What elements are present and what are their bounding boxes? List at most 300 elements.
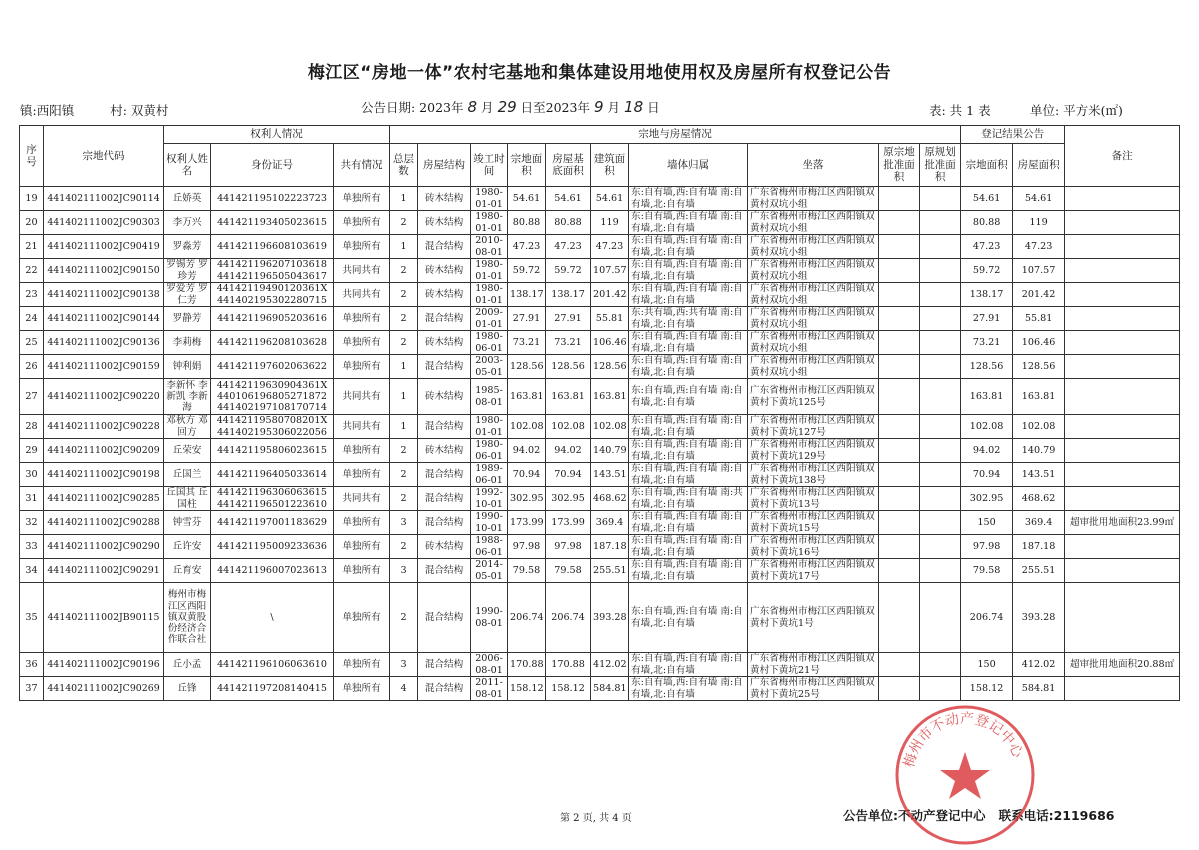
- cell-reg-house: 102.08: [1013, 415, 1065, 439]
- cell-share: 单独所有: [334, 355, 390, 379]
- table-row: [20, 259, 1180, 283]
- town-info: [20, 101, 168, 119]
- cell-code: 441402111002JC90269: [44, 677, 164, 701]
- cell-code: 441402111002JC90419: [44, 235, 164, 259]
- header-seq: 序号: [20, 126, 44, 187]
- table-row: [20, 283, 1180, 307]
- cell-orig-plan: [920, 415, 961, 439]
- cell-land-area: 47.23: [508, 235, 546, 259]
- cell-share: 单独所有: [334, 235, 390, 259]
- cell-completed: 1980-01-01: [471, 415, 508, 439]
- cell-code: 441402111002JC90288: [44, 511, 164, 535]
- cell-reg-house: 187.18: [1013, 535, 1065, 559]
- cell-reg-land: 163.81: [961, 379, 1013, 415]
- cell-share: 单独所有: [334, 677, 390, 701]
- cell-floors: 2: [390, 583, 418, 653]
- cell-structure: 混合结构: [418, 463, 471, 487]
- cell-reg-land: 150: [961, 653, 1013, 677]
- cell-structure: 混合结构: [418, 307, 471, 331]
- cell-land-area: 73.21: [508, 331, 546, 355]
- cell-seq: 34: [20, 559, 44, 583]
- cell-name: 丘育安: [164, 559, 211, 583]
- cell-base-area: 163.81: [546, 379, 591, 415]
- cell-seq: 37: [20, 677, 44, 701]
- cell-remark: [1065, 559, 1180, 583]
- date-day-start: 29: [497, 98, 517, 116]
- cell-wall: 东:自有墙,西:自有墙 南:自有墙,北:自有墙: [629, 583, 748, 653]
- cell-name: 罗锡芳 罗珍芳: [164, 259, 211, 283]
- cell-structure: 混合结构: [418, 559, 471, 583]
- cell-id: 441421195009233636: [211, 535, 334, 559]
- cell-seq: 32: [20, 511, 44, 535]
- cell-reg-land: 158.12: [961, 677, 1013, 701]
- cell-orig-plan: [920, 379, 961, 415]
- cell-structure: 砖木结构: [418, 331, 471, 355]
- date-month-start: 8: [467, 98, 478, 116]
- cell-share: 单独所有: [334, 211, 390, 235]
- cell-seq: 27: [20, 379, 44, 415]
- cell-reg-house: 393.28: [1013, 583, 1065, 653]
- header-orig-plan: 原规划批准面积: [920, 144, 961, 187]
- cell-seq: 29: [20, 439, 44, 463]
- cell-base-area: 59.72: [546, 259, 591, 283]
- cell-name: 邓秋方 邓回方: [164, 415, 211, 439]
- cell-completed: 1990-08-01: [471, 583, 508, 653]
- cell-code: 441402111002JC90159: [44, 355, 164, 379]
- cell-reg-land: 97.98: [961, 535, 1013, 559]
- cell-orig-approved: [879, 677, 920, 701]
- cell-orig-plan: [920, 187, 961, 211]
- cell-location: 广东省梅州市梅江区西阳镇双黄村下黄坑125号: [748, 379, 879, 415]
- cell-base-area: 138.17: [546, 283, 591, 307]
- cell-reg-house: 107.57: [1013, 259, 1065, 283]
- cell-remark: [1065, 535, 1180, 559]
- cell-id: 44142119630904361X 440106196805271872 441402197108170714: [211, 379, 334, 415]
- cell-reg-house: 47.23: [1013, 235, 1065, 259]
- cell-remark: [1065, 583, 1180, 653]
- cell-reg-house: 369.4: [1013, 511, 1065, 535]
- cell-reg-land: 94.02: [961, 439, 1013, 463]
- cell-orig-plan: [920, 653, 961, 677]
- cell-seq: 35: [20, 583, 44, 653]
- cell-id: 441421195806023615: [211, 439, 334, 463]
- cell-structure: 砖木结构: [418, 379, 471, 415]
- cell-remark: 超审批用地面积20.88㎡: [1065, 653, 1180, 677]
- cell-land-area: 206.74: [508, 583, 546, 653]
- cell-remark: [1065, 211, 1180, 235]
- cell-orig-approved: [879, 283, 920, 307]
- cell-orig-approved: [879, 379, 920, 415]
- table-row: [20, 463, 1180, 487]
- cell-code: 441402111002JC90290: [44, 535, 164, 559]
- cell-location: 广东省梅州市梅江区西阳镇双黄村下黄坑25号: [748, 677, 879, 701]
- cell-orig-approved: [879, 355, 920, 379]
- header-code: 宗地代码: [44, 126, 164, 187]
- cell-share: 单独所有: [334, 187, 390, 211]
- cell-orig-approved: [879, 211, 920, 235]
- cell-completed: 1990-10-01: [471, 511, 508, 535]
- table-row: [20, 307, 1180, 331]
- cell-wall: 东:自有墙,西:自有墙 南:自有墙,北:自有墙: [629, 653, 748, 677]
- table-row: [20, 439, 1180, 463]
- cell-orig-approved: [879, 439, 920, 463]
- cell-build-area: 201.42: [591, 283, 629, 307]
- cell-land-area: 163.81: [508, 379, 546, 415]
- cell-structure: 混合结构: [418, 487, 471, 511]
- date-month-unit: 月: [481, 100, 494, 115]
- cell-floors: 2: [390, 439, 418, 463]
- cell-id: 441421197001183629: [211, 511, 334, 535]
- cell-structure: 砖木结构: [418, 187, 471, 211]
- table-row: [20, 653, 1180, 677]
- cell-orig-approved: [879, 415, 920, 439]
- cell-remark: [1065, 415, 1180, 439]
- cell-floors: 3: [390, 559, 418, 583]
- cell-id: 441421196007023613: [211, 559, 334, 583]
- cell-reg-house: 255.51: [1013, 559, 1065, 583]
- registration-table: [19, 125, 1180, 701]
- cell-base-area: 79.58: [546, 559, 591, 583]
- cell-name: 李莉梅: [164, 331, 211, 355]
- header-result-group: 登记结果公告: [961, 126, 1065, 144]
- cell-land-area: 54.61: [508, 187, 546, 211]
- cell-wall: 东:自有墙,西:自有墙 南:自有墙,北:自有墙: [629, 415, 748, 439]
- cell-reg-land: 80.88: [961, 211, 1013, 235]
- cell-build-area: 107.57: [591, 259, 629, 283]
- cell-share: 单独所有: [334, 583, 390, 653]
- cell-location: 广东省梅州市梅江区西阳镇双黄村双坑小组: [748, 331, 879, 355]
- cell-wall: 东:自有墙,西:自有墙 南:共有墙,北:自有墙: [629, 487, 748, 511]
- cell-build-area: 187.18: [591, 535, 629, 559]
- cell-remark: [1065, 187, 1180, 211]
- cell-share: 共同共有: [334, 283, 390, 307]
- cell-share: 单独所有: [334, 559, 390, 583]
- cell-name: 钟利娟: [164, 355, 211, 379]
- cell-completed: 1980-06-01: [471, 331, 508, 355]
- cell-id: 441421196306063615 441421196501223610: [211, 487, 334, 511]
- cell-seq: 20: [20, 211, 44, 235]
- cell-base-area: 70.94: [546, 463, 591, 487]
- header-build-area: 建筑面积: [591, 144, 629, 187]
- cell-reg-land: 128.56: [961, 355, 1013, 379]
- cell-completed: 1980-01-01: [471, 211, 508, 235]
- cell-code: 441402111002JC90198: [44, 463, 164, 487]
- table-row: [20, 677, 1180, 701]
- cell-reg-house: 163.81: [1013, 379, 1065, 415]
- cell-floors: 1: [390, 235, 418, 259]
- cell-id: 44142119580708201X 441402195306022056: [211, 415, 334, 439]
- page-number: 第 2 页, 共 4 页: [560, 813, 632, 824]
- registration-rows: [20, 187, 1180, 701]
- table-row: [20, 379, 1180, 415]
- header-id: 身份证号: [211, 144, 334, 187]
- cell-code: 441402111002JC90150: [44, 259, 164, 283]
- table-row: [20, 511, 1180, 535]
- cell-location: 广东省梅州市梅江区西阳镇双黄村双坑小组: [748, 355, 879, 379]
- cell-share: 共同共有: [334, 379, 390, 415]
- cell-completed: 2003-05-01: [471, 355, 508, 379]
- cell-id: 441421196106063610: [211, 653, 334, 677]
- cell-floors: 2: [390, 487, 418, 511]
- cell-name: 丘国其 丘国柱: [164, 487, 211, 511]
- cell-build-area: 55.81: [591, 307, 629, 331]
- cell-land-area: 173.99: [508, 511, 546, 535]
- table-row: [20, 235, 1180, 259]
- cell-floors: 2: [390, 211, 418, 235]
- cell-remark: [1065, 677, 1180, 701]
- cell-completed: 1992-10-01: [471, 487, 508, 511]
- cell-reg-house: 412.02: [1013, 653, 1065, 677]
- cell-reg-land: 47.23: [961, 235, 1013, 259]
- cell-seq: 21: [20, 235, 44, 259]
- cell-reg-house: 106.46: [1013, 331, 1065, 355]
- cell-orig-approved: [879, 331, 920, 355]
- header-remark: 备注: [1065, 126, 1180, 187]
- cell-location: 广东省梅州市梅江区西阳镇双黄村双坑小组: [748, 211, 879, 235]
- cell-id: 441421197208140415: [211, 677, 334, 701]
- cell-share: 共同共有: [334, 259, 390, 283]
- cell-code: 441402111002JC90114: [44, 187, 164, 211]
- cell-name: 丘荣安: [164, 439, 211, 463]
- date-month-end: 9: [593, 98, 604, 116]
- cell-land-area: 158.12: [508, 677, 546, 701]
- cell-id: 441421196208103628: [211, 331, 334, 355]
- cell-reg-house: 140.79: [1013, 439, 1065, 463]
- cell-wall: 东:自有墙,西:自有墙 南:自有墙,北:自有墙: [629, 439, 748, 463]
- cell-reg-land: 79.58: [961, 559, 1013, 583]
- header-reg-land: 宗地面积: [961, 144, 1013, 187]
- cell-location: 广东省梅州市梅江区西阳镇双黄村双坑小组: [748, 283, 879, 307]
- cell-code: 441402111002JC90144: [44, 307, 164, 331]
- cell-base-area: 47.23: [546, 235, 591, 259]
- cell-completed: 1980-01-01: [471, 259, 508, 283]
- cell-wall: 东:自有墙,西:自有墙 南:自有墙,北:自有墙: [629, 187, 748, 211]
- cell-reg-land: 73.21: [961, 331, 1013, 355]
- cell-build-area: 584.81: [591, 677, 629, 701]
- page-title: 梅江区“房地一体”农村宅基地和集体建设用地使用权及房屋所有权登记公告: [307, 63, 892, 83]
- cell-build-area: 163.81: [591, 379, 629, 415]
- cell-id: 441421197602063622: [211, 355, 334, 379]
- cell-name: 钟雪芬: [164, 511, 211, 535]
- cell-base-area: 54.61: [546, 187, 591, 211]
- cell-location: 广东省梅州市梅江区西阳镇双黄村下黄坑127号: [748, 415, 879, 439]
- cell-remark: [1065, 379, 1180, 415]
- cell-orig-plan: [920, 487, 961, 511]
- cell-build-area: 369.4: [591, 511, 629, 535]
- cell-base-area: 27.91: [546, 307, 591, 331]
- cell-floors: 4: [390, 677, 418, 701]
- cell-orig-approved: [879, 307, 920, 331]
- cell-remark: [1065, 331, 1180, 355]
- cell-location: 广东省梅州市梅江区西阳镇双黄村下黄坑138号: [748, 463, 879, 487]
- cell-floors: 1: [390, 415, 418, 439]
- cell-location: 广东省梅州市梅江区西阳镇双黄村下黄坑15号: [748, 511, 879, 535]
- table-row: [20, 331, 1180, 355]
- cell-build-area: 255.51: [591, 559, 629, 583]
- cell-wall: 东:自有墙,西:自有墙 南:自有墙,北:自有墙: [629, 463, 748, 487]
- cell-reg-land: 206.74: [961, 583, 1013, 653]
- town-label: 镇:: [20, 103, 37, 118]
- cell-seq: 24: [20, 307, 44, 331]
- cell-id: 441421196405033614: [211, 463, 334, 487]
- cell-base-area: 128.56: [546, 355, 591, 379]
- cell-id: 441421193405023615: [211, 211, 334, 235]
- cell-location: 广东省梅州市梅江区西阳镇双黄村下黄坑17号: [748, 559, 879, 583]
- cell-share: 共同共有: [334, 415, 390, 439]
- cell-floors: 1: [390, 355, 418, 379]
- cell-structure: 混合结构: [418, 415, 471, 439]
- cell-id: \: [211, 583, 334, 653]
- cell-build-area: 119: [591, 211, 629, 235]
- cell-orig-approved: [879, 653, 920, 677]
- date-middle: 日至2023年: [520, 100, 590, 115]
- cell-reg-land: 302.95: [961, 487, 1013, 511]
- cell-remark: [1065, 307, 1180, 331]
- town-name: 西阳镇: [36, 103, 75, 118]
- cell-floors: 3: [390, 511, 418, 535]
- table-row: [20, 211, 1180, 235]
- cell-wall: 东:自有墙,西:自有墙 南:自有墙,北:自有墙: [629, 235, 748, 259]
- cell-completed: 1980-01-01: [471, 283, 508, 307]
- cell-name: 罗静芳: [164, 307, 211, 331]
- cell-wall: 东:自有墙,西:自有墙 南:自有墙,北:自有墙: [629, 511, 748, 535]
- header-land-group: 宗地与房屋情况: [390, 126, 961, 144]
- cell-land-area: 80.88: [508, 211, 546, 235]
- cell-name: 梅州市梅江区西阳镇双黄股份经济合作联合社: [164, 583, 211, 653]
- cell-structure: 混合结构: [418, 511, 471, 535]
- cell-code: 441402111002JC90196: [44, 653, 164, 677]
- cell-location: 广东省梅州市梅江区西阳镇双黄村双坑小组: [748, 307, 879, 331]
- cell-reg-land: 27.91: [961, 307, 1013, 331]
- cell-orig-plan: [920, 511, 961, 535]
- cell-share: 单独所有: [334, 511, 390, 535]
- table-row: [20, 487, 1180, 511]
- cell-build-area: 140.79: [591, 439, 629, 463]
- svg-text:梅州市不动产登记中心: 梅州市不动产登记中心: [901, 710, 1026, 770]
- cell-completed: 2011-08-01: [471, 677, 508, 701]
- cell-reg-house: 143.51: [1013, 463, 1065, 487]
- cell-orig-plan: [920, 463, 961, 487]
- cell-code: 441402111002JC90291: [44, 559, 164, 583]
- cell-name: 罗爱芳 罗仁芳: [164, 283, 211, 307]
- announcement-date: [361, 98, 660, 116]
- cell-base-area: 170.88: [546, 653, 591, 677]
- cell-orig-approved: [879, 235, 920, 259]
- cell-share: 单独所有: [334, 463, 390, 487]
- cell-completed: 1980-01-01: [471, 187, 508, 211]
- header-floors: 总层数: [390, 144, 418, 187]
- cell-wall: 东:共有墙,西:共有墙 南:自有墙,北:自有墙: [629, 307, 748, 331]
- table-row: [20, 415, 1180, 439]
- cell-base-area: 97.98: [546, 535, 591, 559]
- cell-base-area: 80.88: [546, 211, 591, 235]
- cell-code: 441402111002JC90285: [44, 487, 164, 511]
- header-completed: 竣工时间: [471, 144, 508, 187]
- cell-completed: 2010-08-01: [471, 235, 508, 259]
- cell-name: 李万兴: [164, 211, 211, 235]
- cell-land-area: 128.56: [508, 355, 546, 379]
- footer-phone-label: 联系电话:: [998, 808, 1054, 823]
- table-count: 表: 共 1 表: [929, 103, 991, 118]
- cell-location: 广东省梅州市梅江区西阳镇双黄村双坑小组: [748, 259, 879, 283]
- cell-land-area: 102.08: [508, 415, 546, 439]
- cell-seq: 26: [20, 355, 44, 379]
- cell-floors: 1: [390, 187, 418, 211]
- cell-code: 441402111002JC90136: [44, 331, 164, 355]
- cell-location: 广东省梅州市梅江区西阳镇双黄村双坑小组: [748, 187, 879, 211]
- cell-location: 广东省梅州市梅江区西阳镇双黄村下黄坑129号: [748, 439, 879, 463]
- cell-seq: 30: [20, 463, 44, 487]
- cell-floors: 2: [390, 307, 418, 331]
- footer-unit: 不动产登记中心: [898, 808, 986, 823]
- cell-location: 广东省梅州市梅江区西阳镇双黄村下黄坑16号: [748, 535, 879, 559]
- cell-wall: 东:自有墙,西:自有墙 南:自有墙,北:自有墙: [629, 379, 748, 415]
- cell-reg-land: 150: [961, 511, 1013, 535]
- cell-completed: 1980-06-01: [471, 439, 508, 463]
- cell-code: 441402111002JC90138: [44, 283, 164, 307]
- cell-orig-approved: [879, 187, 920, 211]
- cell-build-area: 468.62: [591, 487, 629, 511]
- cell-location: 广东省梅州市梅江区西阳镇双黄村双坑小组: [748, 235, 879, 259]
- cell-id: 441421195102223723: [211, 187, 334, 211]
- cell-share: 单独所有: [334, 307, 390, 331]
- cell-seq: 25: [20, 331, 44, 355]
- cell-orig-approved: [879, 259, 920, 283]
- cell-remark: [1065, 283, 1180, 307]
- official-seal-icon: [890, 700, 1040, 850]
- cell-remark: [1065, 439, 1180, 463]
- cell-reg-land: 54.61: [961, 187, 1013, 211]
- cell-structure: 砖木结构: [418, 211, 471, 235]
- cell-orig-plan: [920, 535, 961, 559]
- cell-id: 44142119490120361X 441402195302280715: [211, 283, 334, 307]
- cell-land-area: 59.72: [508, 259, 546, 283]
- cell-name: 丘锋: [164, 677, 211, 701]
- cell-reg-land: 70.94: [961, 463, 1013, 487]
- footer-phone: 2119686: [1053, 808, 1115, 823]
- cell-share: 单独所有: [334, 331, 390, 355]
- cell-code: 441402111002JB90115: [44, 583, 164, 653]
- cell-seq: 22: [20, 259, 44, 283]
- date-month-unit-2: 月: [607, 100, 621, 115]
- cell-reg-house: 54.61: [1013, 187, 1065, 211]
- cell-wall: 东:自有墙,西:自有墙 南:自有墙,北:自有墙: [629, 559, 748, 583]
- date-prefix: 公告日期: 2023年: [361, 100, 464, 115]
- cell-orig-plan: [920, 355, 961, 379]
- cell-land-area: 70.94: [508, 463, 546, 487]
- cell-build-area: 106.46: [591, 331, 629, 355]
- cell-reg-house: 55.81: [1013, 307, 1065, 331]
- cell-share: 单独所有: [334, 653, 390, 677]
- cell-structure: 砖木结构: [418, 535, 471, 559]
- cell-seq: 33: [20, 535, 44, 559]
- cell-orig-plan: [920, 559, 961, 583]
- cell-seq: 23: [20, 283, 44, 307]
- cell-seq: 36: [20, 653, 44, 677]
- cell-floors: 2: [390, 331, 418, 355]
- cell-structure: 砖木结构: [418, 259, 471, 283]
- cell-floors: 2: [390, 463, 418, 487]
- header-orig-approved: 原宗地批准面积: [879, 144, 920, 187]
- cell-orig-plan: [920, 259, 961, 283]
- cell-reg-house: 119: [1013, 211, 1065, 235]
- cell-remark: [1065, 235, 1180, 259]
- table-row: [20, 355, 1180, 379]
- cell-structure: 混合结构: [418, 583, 471, 653]
- cell-reg-land: 102.08: [961, 415, 1013, 439]
- cell-wall: 东:自有墙,西:自有墙 南:自有墙,北:自有墙: [629, 677, 748, 701]
- cell-base-area: 73.21: [546, 331, 591, 355]
